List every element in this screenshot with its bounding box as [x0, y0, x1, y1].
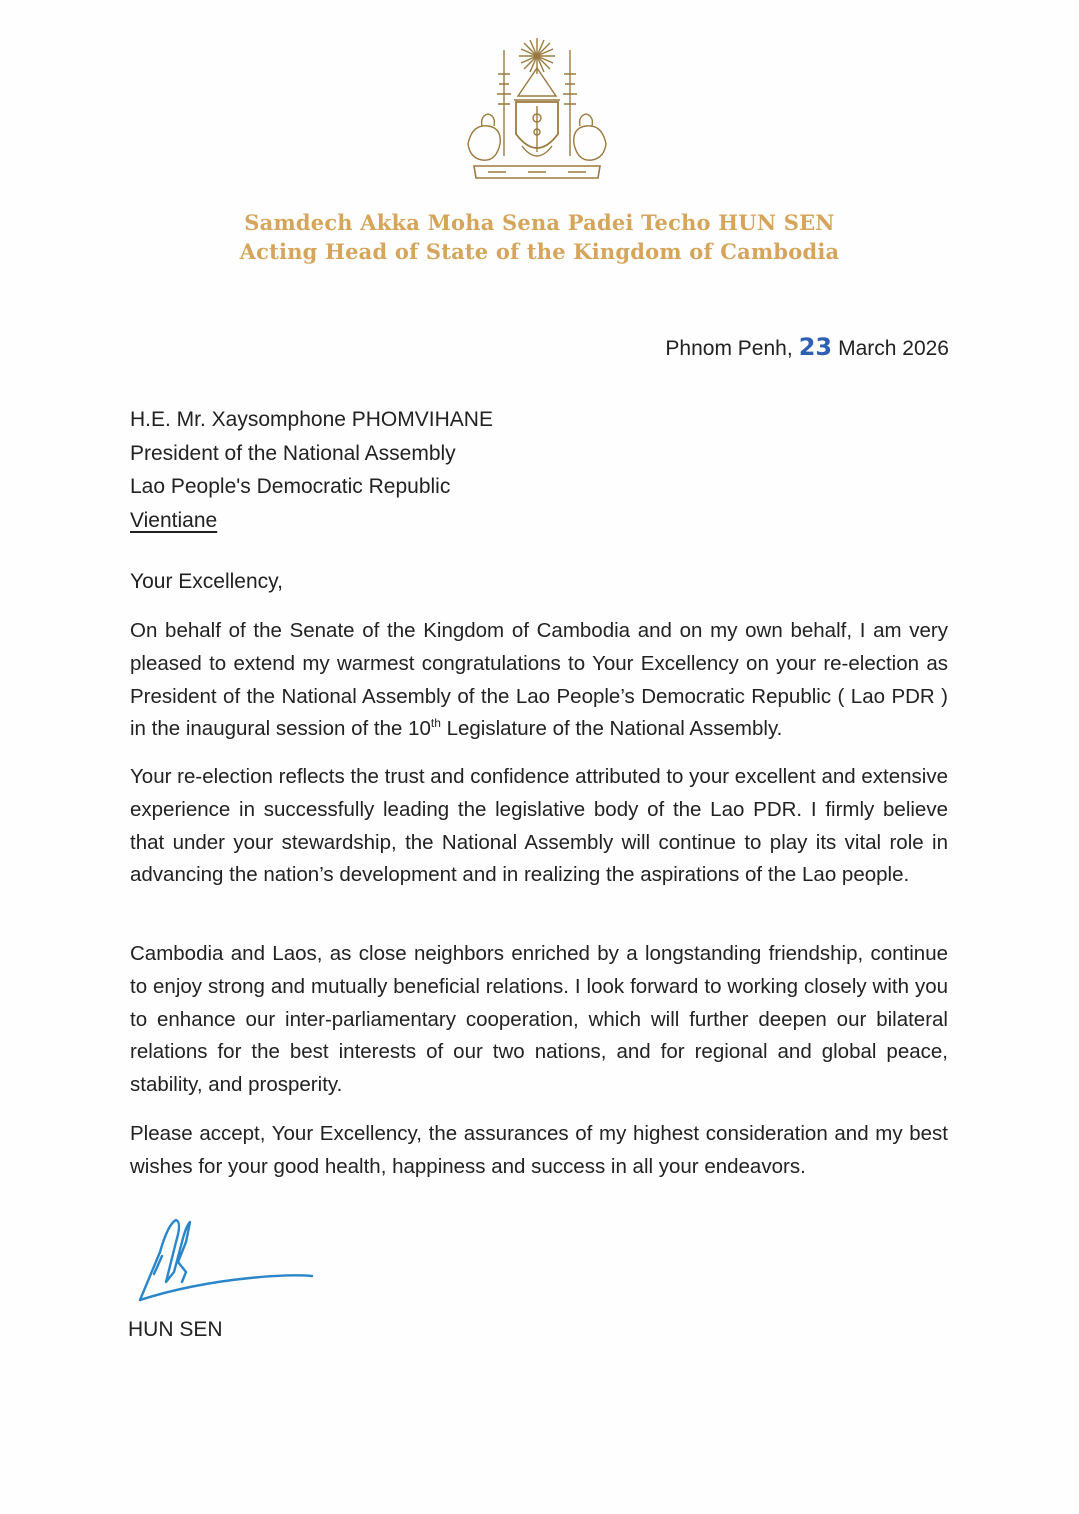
paragraph-1 — [130, 615, 948, 746]
letterhead-title: Acting Head of State of the Kingdom of Cambodia — [239, 239, 840, 264]
paragraph-4: Please accept, Your Excellency, the assurances of my highest consideration and my best wishes for your good health, happiness and success in all your endeavors. — [130, 1122, 948, 1178]
paragraph-2: Your re-election reflects the trust and confidence attributed to your excellent and extensive experience in successfully leading the legislative body of the Lao PDR. I firmly believe that under your stewardship, the National Assembly will continue to play its vital role in advancing the nation’s development and in realizing the aspirations of the Lao people. — [130, 765, 948, 887]
recipient-address — [130, 403, 493, 537]
date-month-year: March 2026 — [838, 337, 949, 360]
letter-date — [665, 333, 949, 361]
salutation: Your Excellency, — [130, 570, 283, 593]
signatory-name: HUN SEN — [128, 1318, 223, 1341]
date-day: 23 — [798, 333, 833, 361]
ordinal-suffix: th — [430, 716, 441, 731]
recipient-title: President of the National Assembly — [130, 441, 456, 465]
recipient-country: Lao People's Democratic Republic — [130, 475, 451, 498]
letterhead-name: Samdech Akka Moha Sena Padei Techo HUN SEN — [244, 210, 835, 235]
recipient-name: H.E. Mr. Xaysomphone PHOMVIHANE — [130, 408, 493, 431]
paragraph-3: Cambodia and Laos, as close neighbors enriched by a longstanding friendship, continue to enjoy strong and mutually beneficial relations. I look forward to working closely with you to enhance our inter-parliamentary cooperation, which will further deepen our bilateral relations for the best interests of our two nations, and for regional and global peace, stability, and prosperity. — [130, 942, 948, 1097]
royal-emblem-icon — [458, 34, 616, 186]
paragraph-1-text-end: Legislature of the National Assembly. — [440, 717, 783, 741]
date-place: Phnom Penh, — [665, 337, 793, 360]
recipient-city: Vientiane — [130, 508, 218, 532]
signature-icon — [130, 1212, 320, 1307]
paragraph-1-text: On behalf of the Senate of the Kingdom of Cambodia and on my own behalf, I am very pleased to extend my warmest congratulations to Your Excellency on your re-election as President of the National Assembly of the Lao People’s Democratic Republic ( Lao PDR ) in the inaugural session of the 10 — [130, 619, 948, 741]
